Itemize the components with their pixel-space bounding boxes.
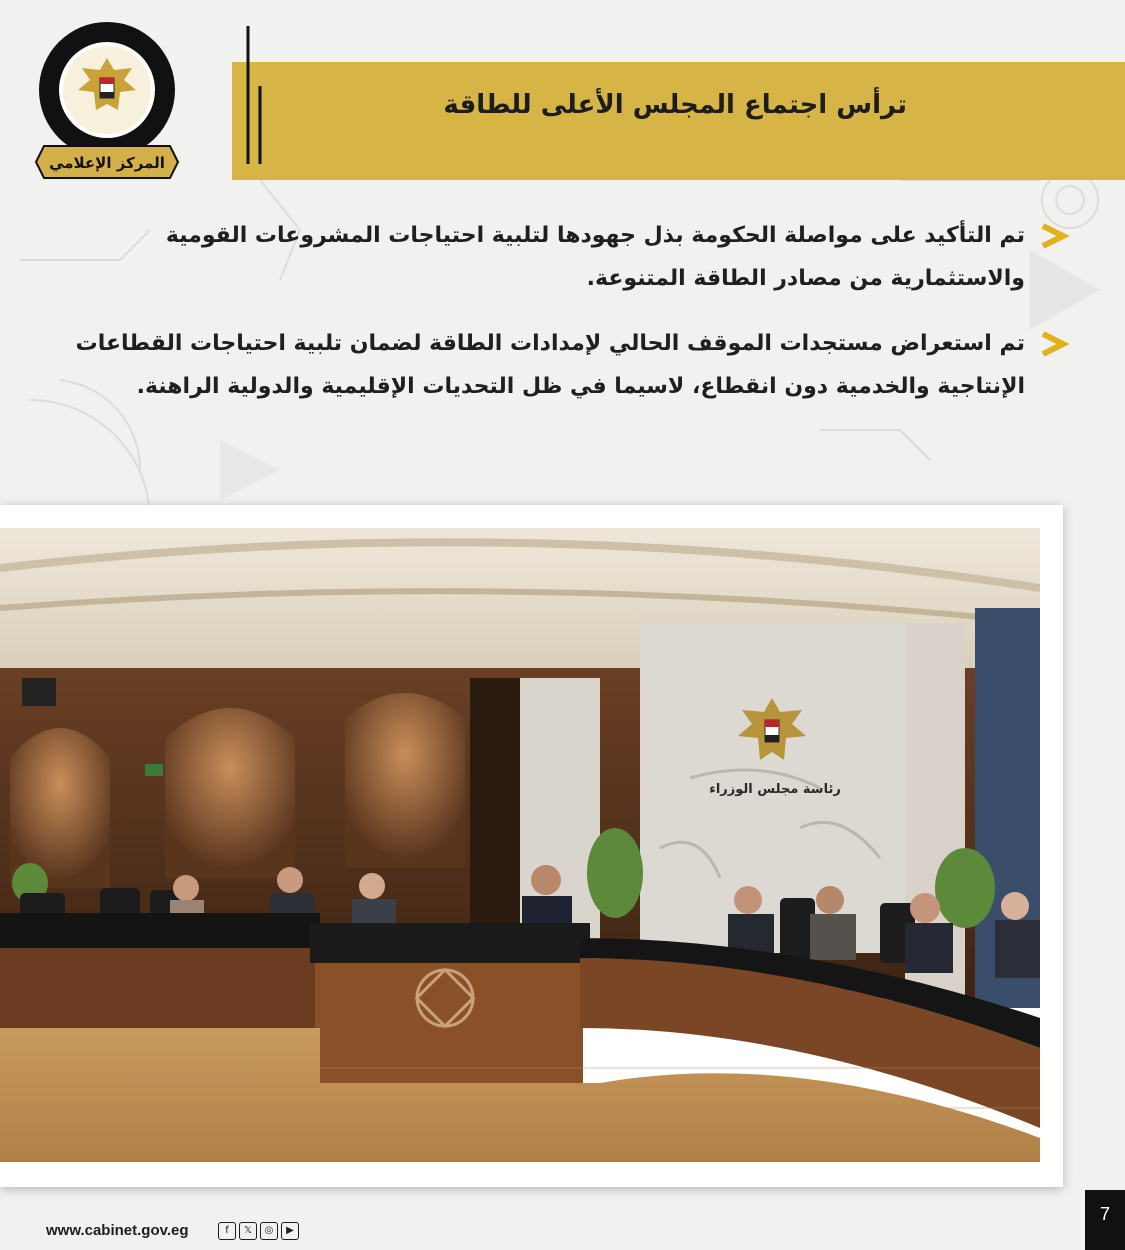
- instagram-icon[interactable]: ◎: [260, 1222, 278, 1240]
- wall-sign-text: رئاسة مجلس الوزراء: [709, 782, 841, 797]
- bullet-text: تم التأكيد على مواصلة الحكومة بذل جهودها لتلبية احتياجات المشروعات القومية والاستثمارية من مصادر الطاقة المتنوعة.: [165, 223, 1025, 291]
- x-icon[interactable]: 𝕏: [239, 1222, 257, 1240]
- website-url[interactable]: www.cabinet.gov.eg: [46, 1222, 189, 1239]
- page-number: 7: [1099, 1204, 1110, 1224]
- title-banner: [232, 62, 1125, 180]
- bullet-item-1: [125, 214, 1025, 300]
- bullet-item-2: [35, 322, 1025, 408]
- social-icons: [218, 1222, 299, 1240]
- facebook-icon[interactable]: f: [218, 1222, 236, 1240]
- media-center-logo: [32, 18, 182, 188]
- chevron-bullet-icon: [1039, 330, 1069, 358]
- page-title: ترأس اجتماع المجلس الأعلى للطاقة: [443, 90, 907, 120]
- page-number-badge: [1085, 1190, 1125, 1250]
- chevron-bullet-icon: [1039, 222, 1069, 250]
- svg-text:المركز الإعلامي: المركز الإعلامي: [49, 154, 165, 172]
- youtube-icon[interactable]: ▶: [281, 1222, 299, 1240]
- meeting-photo: [0, 528, 1040, 1162]
- title-divider-lines: [246, 26, 266, 164]
- bullet-text: تم استعراض مستجدات الموقف الحالي لإمدادات الطاقة لضمان تلبية احتياجات القطاعات الإنتاجية والخدمية دون انقطاع، لاسيما في ظل التحديات الإقليمية والدولية الراهنة.: [75, 331, 1025, 399]
